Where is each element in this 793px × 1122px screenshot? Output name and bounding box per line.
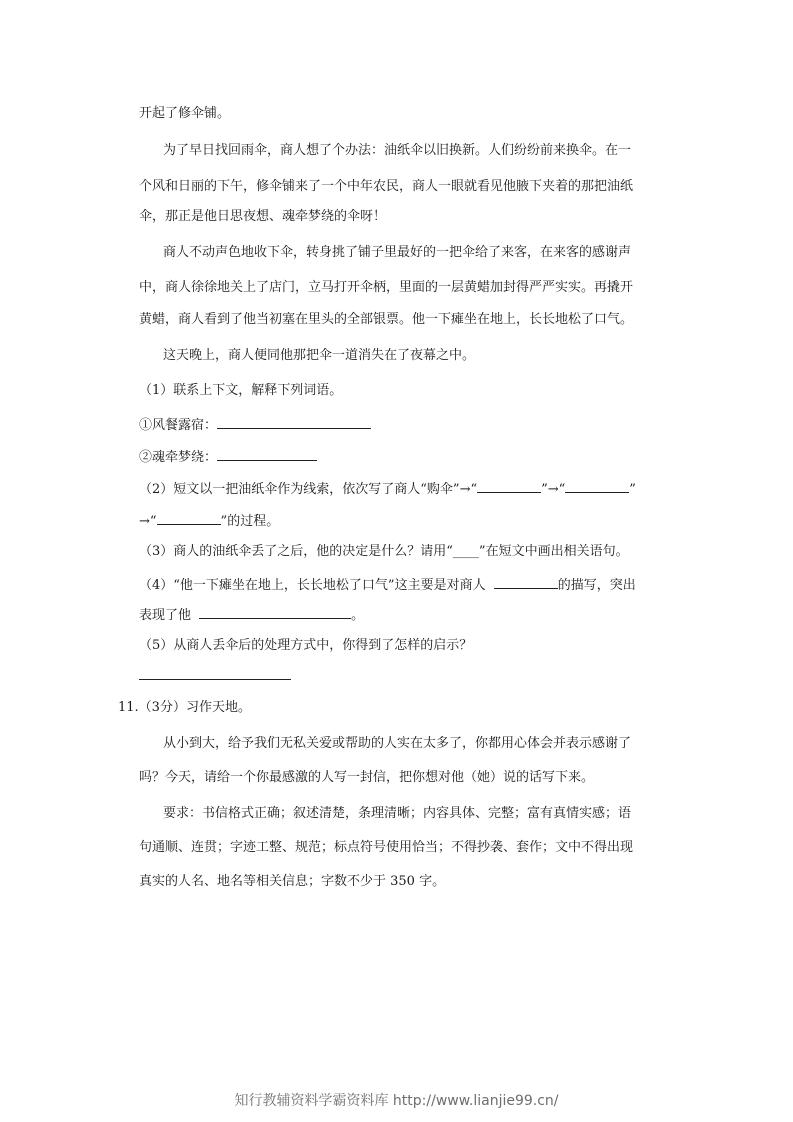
question-1: （1）联系上下文，解释下列词语。 <box>139 383 343 398</box>
answer-blank[interactable] <box>217 446 317 461</box>
question-text: ”在短文中画出相关语句。 <box>478 544 629 559</box>
answer-blank[interactable] <box>477 478 541 493</box>
question-text: →“ <box>139 514 157 529</box>
question-text: （4）“他一下瘫坐在地上，长长地松了口气”这主要是对商人 <box>139 578 486 593</box>
answer-blank[interactable] <box>217 414 371 429</box>
passage-line: 伞，那正是他日思夜想、魂牵梦绕的伞呀！ <box>139 209 387 224</box>
passage-line: 这天晚上，商人便同他那把伞一道消失在了夜幕之中。 <box>163 348 476 363</box>
passage-line: 为了早日找回雨伞，商人想了个办法：油纸伞以旧换新。人们纷纷前来换伞。在一 <box>163 143 632 158</box>
question-4 <box>139 574 636 596</box>
answer-blank[interactable] <box>565 478 629 493</box>
question-3 <box>139 542 629 562</box>
question-2 <box>139 478 636 500</box>
question-text: 的描写，突出 <box>557 578 636 593</box>
underline-mark: ____ <box>452 544 479 559</box>
passage-line: 开起了修伞铺。 <box>139 106 231 121</box>
answer-blank[interactable] <box>157 510 221 525</box>
passage-line: 商人不动声色地收下伞，转身挑了铺子里最好的一把伞给了来客，在来客的感谢声 <box>163 245 632 260</box>
question-11-header: 11.（3分）习作天地。 <box>118 700 251 715</box>
answer-blank[interactable] <box>199 604 351 619</box>
question-11-requirements: 真实的人名、地名等相关信息；字数不少于 350 字。 <box>139 874 446 889</box>
passage-line: 黄蜡，商人看到了他当初塞在里头的全部银票。他一下瘫坐在地上，长长地松了口气。 <box>139 312 634 327</box>
question-2-cont <box>139 510 279 532</box>
term-label: ①风餐露宿： <box>139 418 218 433</box>
question-11-text: 从小到大，给予我们无私关爱或帮助的人实在太多了，你都用心体会并表示感谢了 <box>163 736 632 751</box>
passage-line: 个风和日丽的下午，修伞铺来了一个中年农民，商人一眼就看见他腋下夹着的那把油纸 <box>139 179 634 194</box>
answer-line[interactable] <box>139 679 291 680</box>
passage-line: 中，商人徐徐地关上了店门，立马打开伞柄，里面的一层黄蜡加封得严严实实。再撬开 <box>139 280 634 295</box>
footer-watermark: 知行教辅资料学霸资料库 http://www.lianjie99.cn/ <box>234 1093 559 1109</box>
term-label: ②魂牵梦绕： <box>139 450 218 465</box>
question-5: （5）从商人丢伞后的处理方式中，你得到了怎样的启示？ <box>139 638 473 653</box>
question-11-requirements: 句通顺、连贯；字迹工整、规范；标点符号使用恰当；不得抄袭、套作；文中不得出现 <box>139 840 634 855</box>
question-1b <box>139 446 317 468</box>
answer-blank[interactable] <box>494 574 558 589</box>
question-text: 。 <box>351 608 365 623</box>
question-4-cont <box>139 604 364 626</box>
question-11-text: 吗？今天，请给一个你最感激的人写一封信，把你想对他（她）说的话写下来。 <box>139 770 595 785</box>
question-text: （2）短文以一把油纸伞作为线索，依次写了商人“购伞”→“ <box>139 482 478 497</box>
question-text: 表现了他 <box>139 608 192 623</box>
question-text: ” <box>629 482 636 497</box>
question-text: ”的过程。 <box>220 514 280 529</box>
question-text: （3）商人的油纸伞丢了之后，他的决定是什么？请用“ <box>139 544 453 559</box>
question-text: ”→“ <box>541 482 566 497</box>
question-1a <box>139 414 371 436</box>
question-11-requirements: 要求：书信格式正确；叙述清楚，条理清晰；内容具体、完整；富有真情实感；语 <box>163 806 632 821</box>
